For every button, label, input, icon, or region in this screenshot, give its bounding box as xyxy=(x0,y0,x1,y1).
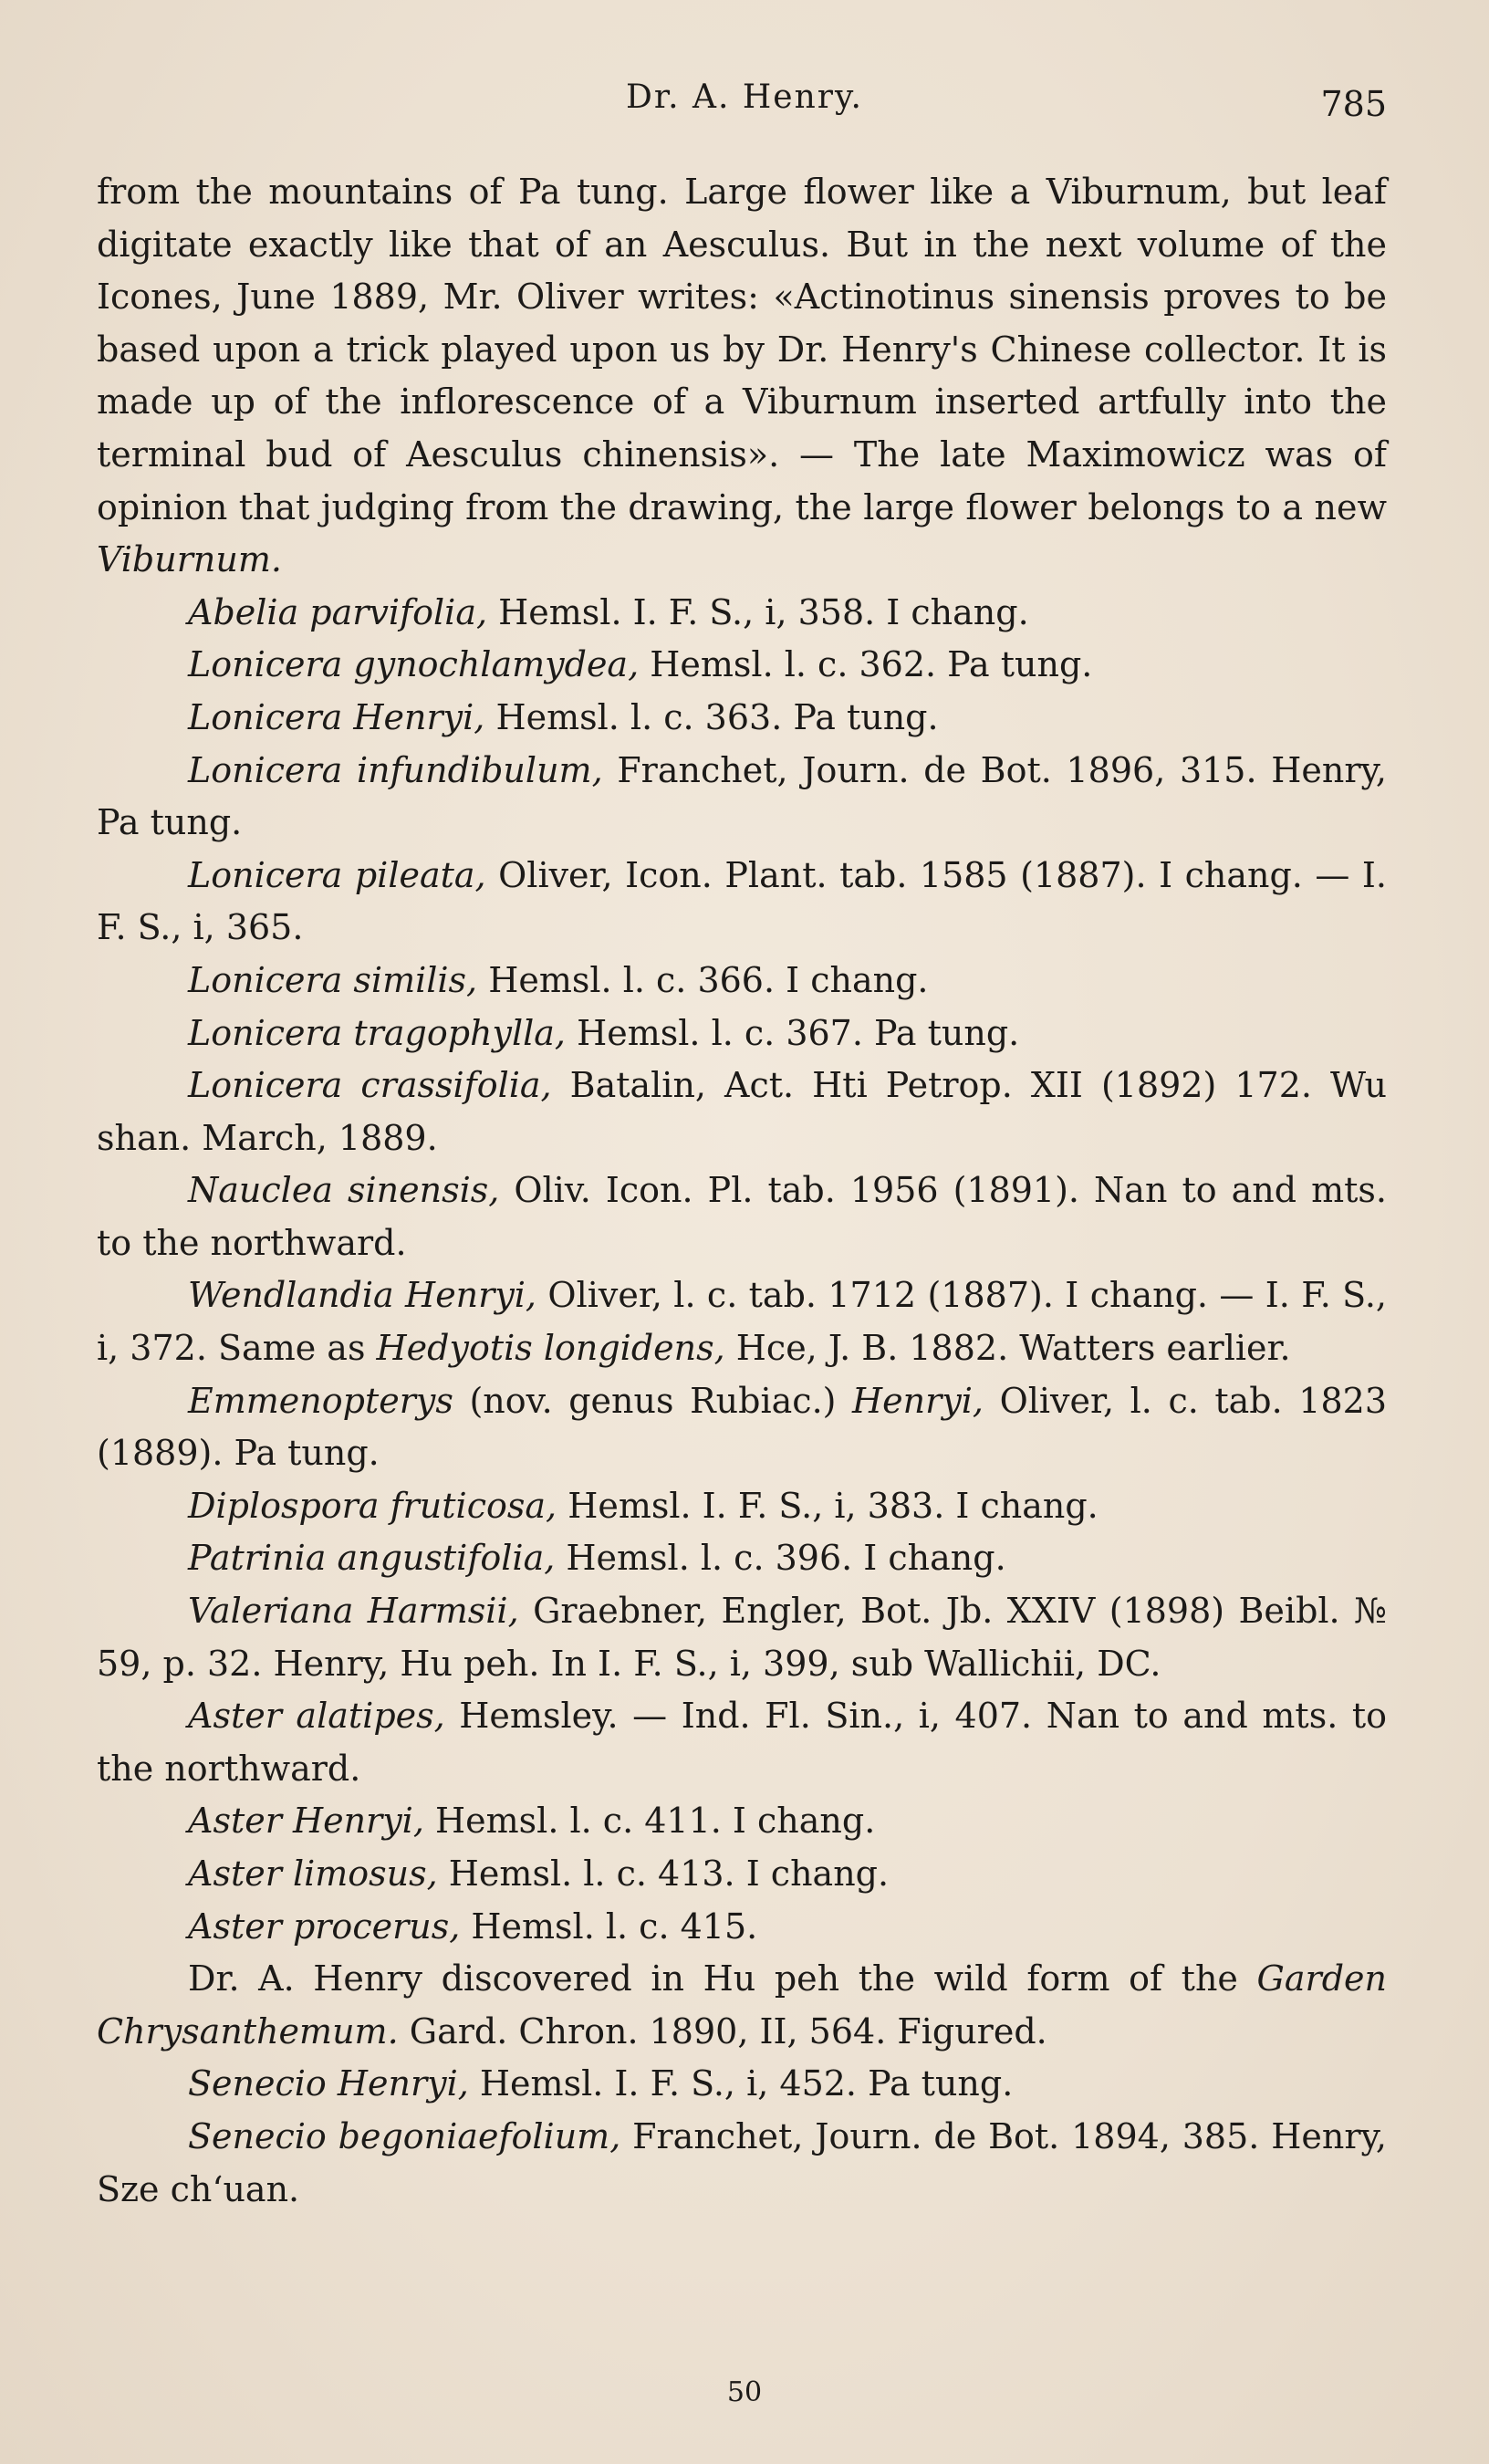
signature-mark: 50 xyxy=(726,2376,763,2408)
species-entry xyxy=(97,1690,1387,1795)
species-name: Lonicera pileata, xyxy=(188,854,486,895)
entry-text-secondary: Hce, J. B. 1882. Watters earlier. xyxy=(724,1328,1291,1369)
entry-text: Dr. A. Henry discovered in Hu peh the wild form of the xyxy=(188,1958,1257,1999)
species-entry xyxy=(97,850,1387,955)
species-name: Senecio Henryi, xyxy=(188,2063,469,2104)
species-name: Patrinia angustifolia, xyxy=(188,1538,556,1579)
entry-text: Hemsl. l. c. 366. I chang. xyxy=(477,959,929,1000)
intro-text: from the mountains of Pa tung. Large flower like a Viburnum, but leaf digitate exactly like that of an Aesculus. But in the next volume of the Icones, June 1889, Mr. Oliver writes: «Actinotinus sinensis proves to be based upon a trick played upon us by Dr. Henry's Chinese collector. It is made up of the inflorescence of a Viburnum inserted artfully into the terminal bud of Aesculus chinensis». — The late Maximowicz was of opinion that judging from the drawing, the large flower belongs to a new xyxy=(97,172,1387,527)
entry-text: Hemsl. I. F. S., i, 358. I chang. xyxy=(487,591,1029,632)
species-name: Aster alatipes, xyxy=(188,1696,445,1737)
entry-text: (nov. genus Rubiac.) xyxy=(453,1380,853,1421)
species-name: Valeriana Harmsii, xyxy=(188,1591,519,1632)
species-entry xyxy=(97,1532,1387,1585)
species-name: Emmenopterys xyxy=(188,1380,453,1421)
species-name-secondary: Henryi, xyxy=(852,1380,984,1421)
species-entry xyxy=(97,692,1387,745)
species-entry xyxy=(97,745,1387,850)
entry-text: Franchet, Journ. de Bot. 1896, 315. Henry, Pa tung. xyxy=(97,749,1387,843)
species-entry xyxy=(97,1901,1387,1954)
entry-text: Graebner, Engler, Bot. Jb. XXIV (1898) Beibl. № 59, p. 32. Henry, Hu peh. In I. F. S., i, 399, sub Wallichii, DC. xyxy=(97,1591,1388,1684)
entry-text: Oliv. Icon. Pl. tab. 1956 (1891). Nan to and mts. to the northward. xyxy=(97,1170,1387,1263)
entry-text: Franchet, Journ. de Bot. 1894, 385. Henry, Sze chʻuan. xyxy=(97,2115,1387,2209)
intro-paragraph xyxy=(97,166,1387,587)
species-name: Aster Henryi, xyxy=(188,1801,424,1842)
species-entry xyxy=(97,1953,1387,2058)
species-entry xyxy=(97,1585,1387,1690)
entry-text: Batalin, Act. Hti Petrop. XII (1892) 172. Wu shan. March, 1889. xyxy=(97,1065,1387,1158)
species-entry xyxy=(97,1480,1387,1533)
entry-text: Hemsl. I. F. S., i, 452. Pa tung. xyxy=(468,2063,1014,2104)
species-name: Lonicera crassifolia, xyxy=(188,1065,552,1106)
entry-text-secondary: Gard. Chron. 1890, II, 564. Figured. xyxy=(398,2010,1047,2052)
entry-text: Hemsl. l. c. 396. I chang. xyxy=(555,1538,1006,1579)
species-name: Diplospora fruticosa, xyxy=(188,1485,557,1526)
species-name: Lonicera gynochlamydea, xyxy=(188,644,640,685)
entry-text: Hemsl. l. c. 415. xyxy=(460,1905,758,1947)
species-entry xyxy=(97,1164,1387,1269)
species-entry xyxy=(97,1375,1387,1480)
species-entry xyxy=(97,955,1387,1008)
entry-text-secondary: Oliver, l. c. tab. 1823 (1889). Pa tung. xyxy=(97,1380,1387,1474)
entry-text: Hemsl. l. c. 413. I chang. xyxy=(437,1853,890,1894)
species-entry xyxy=(97,1060,1387,1164)
species-name: Senecio begoniaefolium, xyxy=(188,2115,621,2156)
page-number: 785 xyxy=(1320,84,1387,124)
species-name: Wendlandia Henryi, xyxy=(188,1275,537,1316)
species-entry xyxy=(97,1848,1387,1901)
entry-text: Hemsl. l. c. 362. Pa tung. xyxy=(639,644,1093,685)
species-name: Aster limosus, xyxy=(188,1853,438,1894)
entry-text: Oliver, l. c. tab. 1712 (1887). I chang. — I. F. S., i, 372. Same as xyxy=(97,1275,1387,1369)
species-entry xyxy=(97,639,1387,692)
entry-text: Hemsley. — Ind. Fl. Sin., i, 407. Nan to and mts. to the northward. xyxy=(97,1696,1387,1789)
entry-text: Hemsl. l. c. 367. Pa tung. xyxy=(566,1012,1020,1053)
entry-text: Hemsl. l. c. 411. I chang. xyxy=(423,1801,876,1842)
species-name: Lonicera similis, xyxy=(188,959,478,1000)
species-entry xyxy=(97,1008,1387,1060)
species-name: Lonicera tragophylla, xyxy=(188,1012,567,1053)
entry-text: Hemsl. I. F. S., i, 383. I chang. xyxy=(557,1485,1099,1526)
species-name: Nauclea sinensis, xyxy=(188,1170,500,1211)
species-entry xyxy=(97,1269,1387,1374)
species-entry xyxy=(97,587,1387,640)
species-entry xyxy=(97,2111,1387,2216)
species-name-secondary: Garden Chrysanthemum. xyxy=(97,1958,1387,2052)
body-text xyxy=(97,166,1387,2216)
species-name: Lonicera infundibulum, xyxy=(188,749,603,790)
species-entry xyxy=(97,1795,1387,1848)
running-head: Dr. A. Henry. xyxy=(626,78,863,116)
species-name-secondary: Hedyotis longidens, xyxy=(376,1328,725,1369)
entry-text: Hemsl. l. c. 363. Pa tung. xyxy=(484,696,939,737)
species-list xyxy=(97,587,1387,2216)
intro-italic-end: Viburnum. xyxy=(97,539,282,580)
species-name: Abelia parvifolia, xyxy=(188,591,488,632)
species-name: Lonicera Henryi, xyxy=(188,696,485,737)
species-name: Aster procerus, xyxy=(188,1905,461,1947)
entry-text: Oliver, Icon. Plant. tab. 1585 (1887). I chang. — I. F. S., i, 365. xyxy=(97,854,1387,948)
species-entry xyxy=(97,2058,1387,2111)
page-header xyxy=(0,78,1489,133)
